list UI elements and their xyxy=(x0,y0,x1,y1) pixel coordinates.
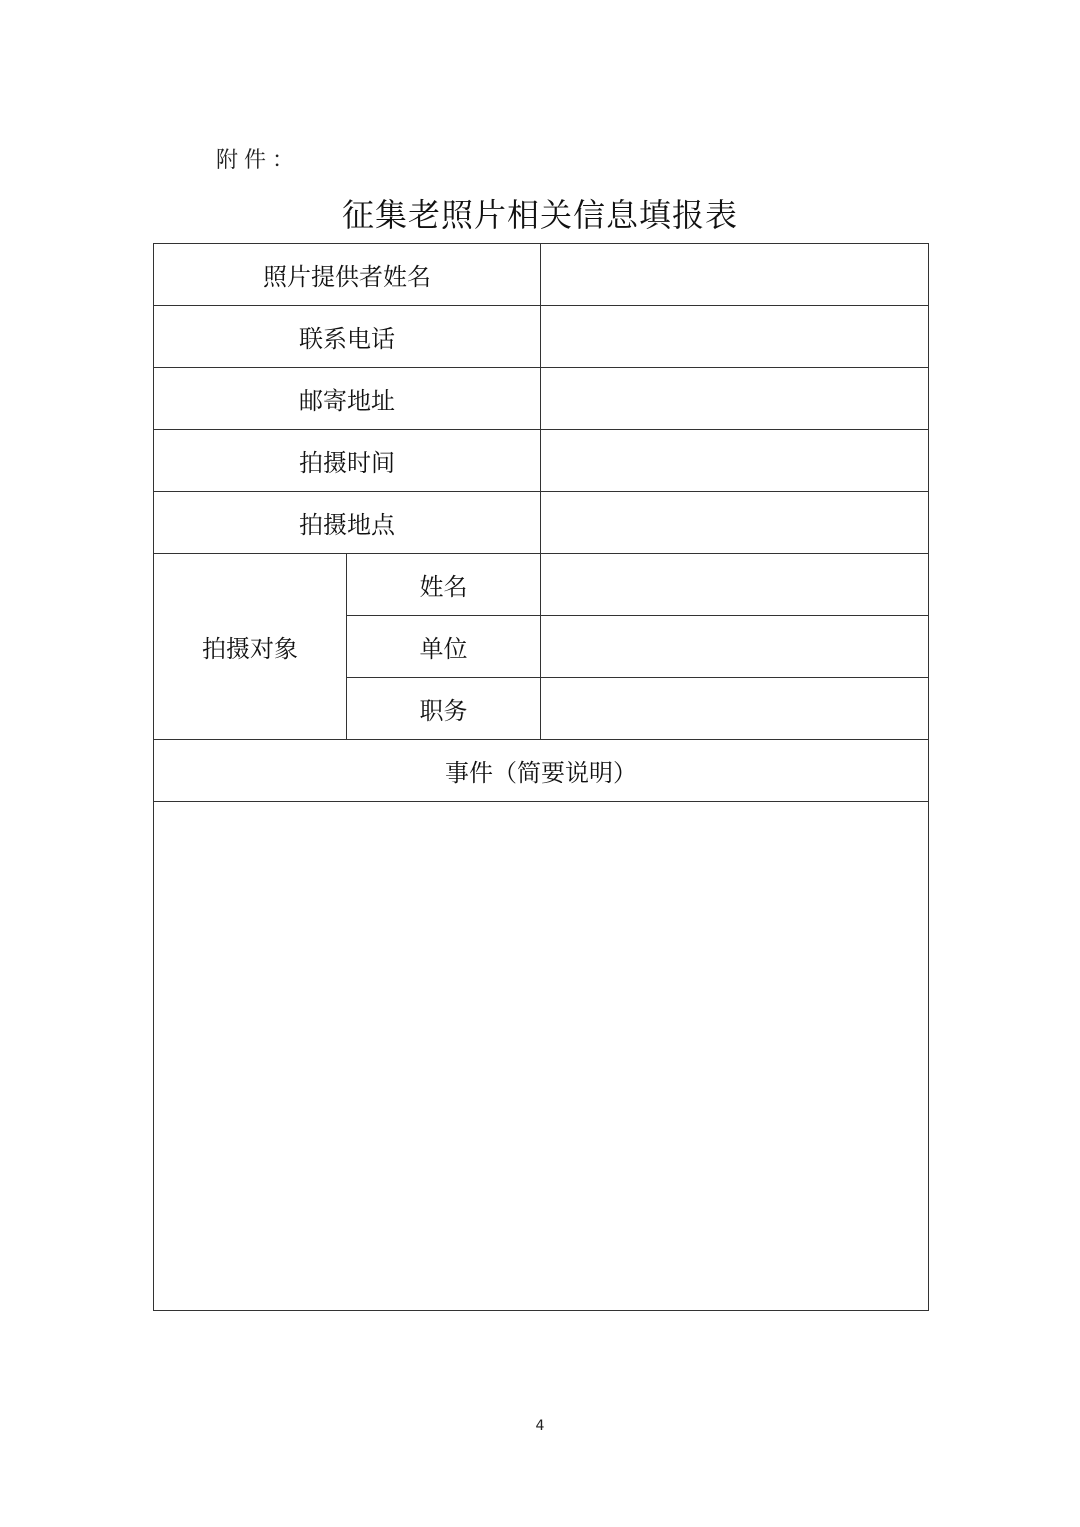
page-number: 4 xyxy=(535,1418,545,1434)
phone-field[interactable] xyxy=(541,306,929,368)
provider-name-label: 照片提供者姓名 xyxy=(154,244,541,306)
event-description-field[interactable] xyxy=(154,802,929,1311)
subject-unit-field[interactable] xyxy=(541,616,929,678)
shoot-place-label: 拍摄地点 xyxy=(154,492,541,554)
table-row xyxy=(154,306,929,368)
subject-label: 拍摄对象 xyxy=(154,554,347,740)
table-row xyxy=(154,740,929,802)
event-header: 事件（简要说明） xyxy=(154,740,929,802)
subject-name-field[interactable] xyxy=(541,554,929,616)
address-label: 邮寄地址 xyxy=(154,368,541,430)
subject-position-label: 职务 xyxy=(347,678,541,740)
shoot-place-field[interactable] xyxy=(541,492,929,554)
attachment-label: 附件： xyxy=(216,148,301,173)
table-row xyxy=(154,492,929,554)
subject-name-label: 姓名 xyxy=(347,554,541,616)
table-row xyxy=(154,554,929,616)
form-title: 征集老照片相关信息填报表 xyxy=(341,196,738,234)
table-row xyxy=(154,244,929,306)
provider-name-field[interactable] xyxy=(541,244,929,306)
shoot-time-field[interactable] xyxy=(541,430,929,492)
subject-unit-label: 单位 xyxy=(347,616,541,678)
table-row xyxy=(154,802,929,1311)
table-row xyxy=(154,368,929,430)
photo-info-form-table xyxy=(153,243,929,1311)
subject-position-field[interactable] xyxy=(541,678,929,740)
phone-label: 联系电话 xyxy=(154,306,541,368)
table-row xyxy=(154,430,929,492)
shoot-time-label: 拍摄时间 xyxy=(154,430,541,492)
address-field[interactable] xyxy=(541,368,929,430)
